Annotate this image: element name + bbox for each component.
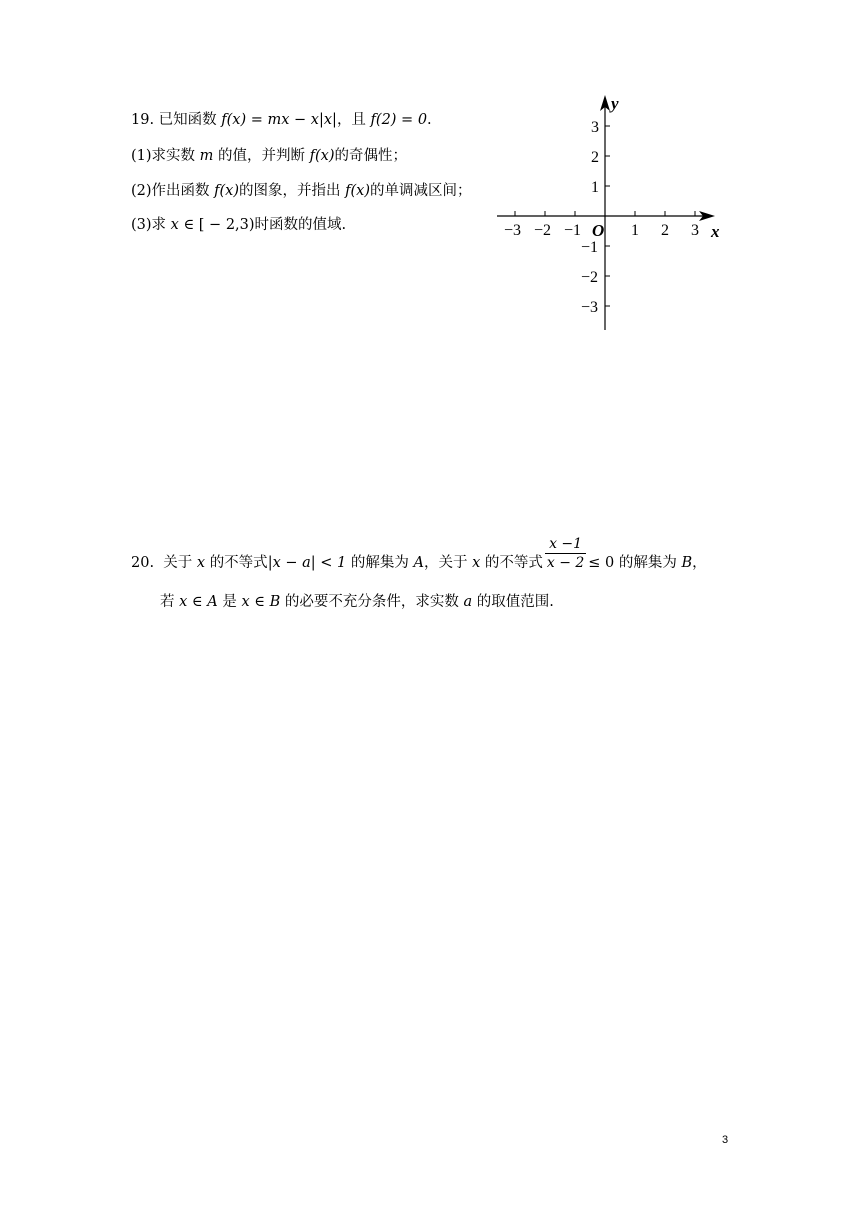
q19-part1 bbox=[131, 146, 407, 166]
q20-x1: x bbox=[196, 555, 206, 571]
q20-inequality-abs: |x − a| < 1 bbox=[267, 555, 347, 571]
q19-p2-text-b: 的图象，并指出 bbox=[239, 183, 341, 199]
y-tick-label: 2 bbox=[591, 149, 599, 166]
x-tick-label: −2 bbox=[534, 222, 552, 239]
x-tick-label: −1 bbox=[564, 222, 582, 239]
q20-le-zero: ≤ 0 bbox=[588, 555, 615, 571]
page-number: 3 bbox=[722, 1134, 729, 1146]
y-tick-label: −2 bbox=[581, 269, 599, 286]
q20-line1 bbox=[131, 535, 707, 583]
origin-label: O bbox=[592, 221, 605, 240]
q19-p3-x: x bbox=[170, 217, 179, 233]
q19-period: . bbox=[427, 112, 432, 128]
q20-text-f: 的解集为 bbox=[618, 555, 677, 571]
q20-l2-a: a bbox=[463, 594, 473, 610]
q19-part2 bbox=[131, 181, 471, 201]
q19-p1-text-a: (1)求实数 bbox=[131, 148, 196, 164]
y-axis-label: y bbox=[611, 95, 619, 113]
q19-p1-text-c: 的奇偶性； bbox=[334, 148, 407, 164]
q20-text-c: 的解集为 bbox=[350, 555, 409, 571]
y-tick-label: 3 bbox=[591, 119, 599, 136]
q19-p1-text-b: 的值，并判断 bbox=[218, 148, 306, 164]
x-axis-label: x bbox=[711, 222, 720, 241]
y-tick-label: −1 bbox=[581, 239, 599, 256]
q19-text-1: 已知函数 bbox=[158, 112, 217, 128]
q19-function: f(x) bbox=[221, 112, 247, 128]
q20-fraction bbox=[545, 535, 586, 572]
q19-number: 19. bbox=[131, 112, 155, 128]
q20-l2-text-d: 的取值范围. bbox=[476, 594, 554, 610]
q20-l2-text-a: 若 bbox=[160, 594, 175, 610]
y-tick-label: −3 bbox=[581, 299, 599, 316]
q20-x2: x bbox=[472, 555, 481, 571]
q19-p2-text-c: 的单调减区间； bbox=[369, 183, 472, 199]
q20-number: 20. bbox=[131, 555, 155, 571]
q20-l2-x-in-b: x ∈ B bbox=[241, 594, 281, 610]
q19-stem bbox=[131, 110, 432, 130]
q20-l2-x-in-a: x ∈ A bbox=[179, 594, 218, 610]
q20-text-e: 的不等式 bbox=[484, 555, 543, 571]
q20-text-b: 的不等式 bbox=[209, 555, 268, 571]
q20-set-a: A bbox=[413, 555, 424, 571]
q20-set-b: B bbox=[681, 555, 693, 571]
q19-part3 bbox=[131, 215, 346, 235]
q19-p2-f: f(x) bbox=[214, 183, 240, 199]
q19-p3-interval: ∈ [ − 2,3) bbox=[183, 217, 255, 233]
x-tick-label: 2 bbox=[661, 222, 669, 239]
q20-l2-text-c: 的必要不充分条件，求实数 bbox=[284, 594, 459, 610]
q19-p2-f2: f(x) bbox=[345, 183, 370, 199]
x-tick-label: 3 bbox=[691, 222, 699, 239]
x-tick-label: −3 bbox=[504, 222, 522, 239]
q20-fraction-numerator: x −1 bbox=[545, 535, 586, 554]
q19-p1-f: f(x) bbox=[309, 148, 335, 164]
q19-equals: = bbox=[250, 112, 263, 128]
q20-l2-text-b: 是 bbox=[222, 594, 237, 610]
q19-p2-text-a: (2)作出函数 bbox=[131, 183, 210, 199]
q20-fraction-denominator: x − 2 bbox=[546, 555, 585, 571]
q19-p1-m: m bbox=[199, 148, 214, 164]
q19-p3-text-c: 时函数的值域. bbox=[254, 217, 347, 233]
q19-text-2: ，且 bbox=[336, 112, 366, 128]
q20-line2 bbox=[160, 592, 554, 612]
q19-condition: f(2) = 0 bbox=[370, 112, 428, 128]
q20-text-d: ，关于 bbox=[423, 555, 468, 571]
x-tick-label: 1 bbox=[631, 222, 639, 239]
y-tick-label: 1 bbox=[591, 179, 599, 196]
q20-text-g: ， bbox=[692, 555, 707, 571]
q19-rhs: mx − x|x| bbox=[267, 112, 337, 128]
coordinate-axes-diagram bbox=[495, 95, 725, 335]
q20-text-a: 关于 bbox=[163, 555, 193, 571]
q19-p3-text-a: (3)求 bbox=[131, 217, 167, 233]
